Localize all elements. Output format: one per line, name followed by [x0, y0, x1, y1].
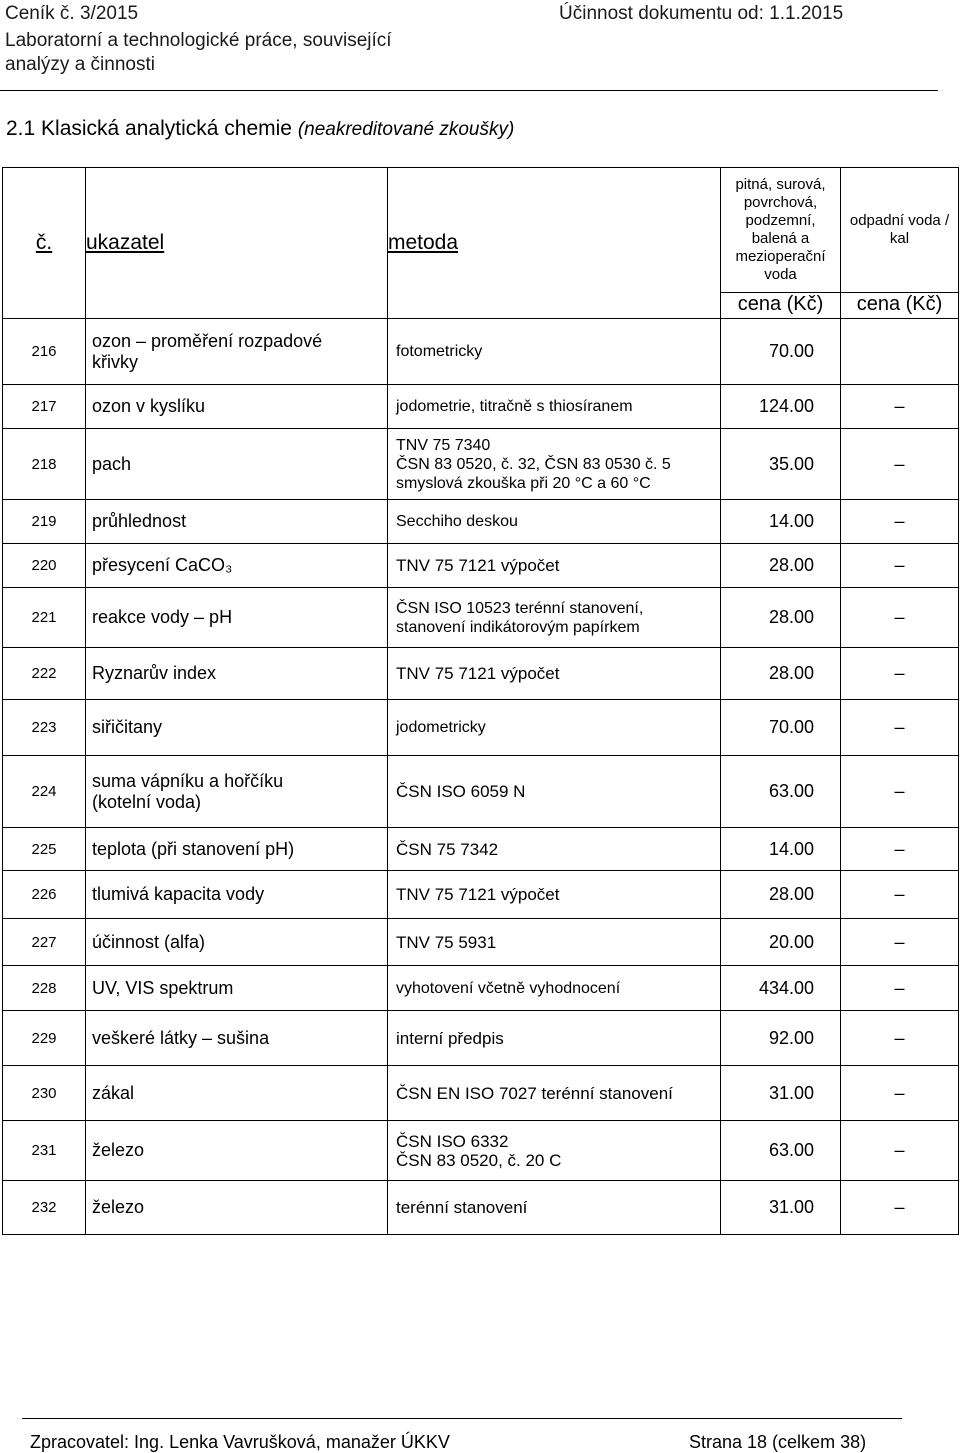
row-method [388, 500, 721, 544]
table-row [3, 429, 959, 500]
row-price-water: 31.00 [721, 1066, 841, 1121]
indicator-line: železo [92, 1140, 145, 1160]
pricelist-number: Ceník č. 3/2015 [5, 3, 139, 24]
method-line: jodometrie, titračně s thiosíranem [396, 398, 633, 415]
dash-mark: – [894, 396, 905, 416]
row-price-water: 434.00 [721, 966, 841, 1011]
table-row [3, 700, 959, 756]
footer-page-number: Strana 18 (celkem 38) [689, 1432, 867, 1452]
row-price-waste [841, 1011, 959, 1066]
row-indicator [86, 700, 388, 756]
row-price-waste [841, 500, 959, 544]
table-row [3, 1066, 959, 1121]
row-number: 220 [3, 544, 86, 588]
row-method [388, 1181, 721, 1235]
indicator-line: tlumivá kapacita vody [92, 884, 265, 904]
row-number: 232 [3, 1181, 86, 1235]
section-title: 2.1 Klasická analytická chemie [6, 117, 292, 140]
price-label-water: cena (Kč) [721, 293, 841, 319]
table-row [3, 919, 959, 966]
row-indicator [86, 1011, 388, 1066]
row-price-water: 70.00 [721, 700, 841, 756]
row-price-waste [841, 319, 959, 385]
row-price-water: 63.00 [721, 1121, 841, 1181]
dash-mark: – [894, 663, 905, 683]
table-row [3, 648, 959, 700]
column-header-waste-water [841, 168, 959, 293]
row-method [388, 319, 721, 385]
indicator-line: siřičitany [92, 717, 163, 737]
water-type-line: podzemní, [745, 212, 816, 229]
row-number: 225 [3, 828, 86, 871]
indicator-line: pach [92, 453, 132, 474]
row-price-water: 31.00 [721, 1181, 841, 1235]
row-price-water: 28.00 [721, 588, 841, 648]
row-number: 228 [3, 966, 86, 1011]
row-price-water: 28.00 [721, 871, 841, 919]
row-method [388, 700, 721, 756]
table-row [3, 756, 959, 828]
dash-mark: – [894, 884, 905, 904]
dash-mark: – [894, 453, 905, 474]
column-header-number: č. [3, 168, 86, 319]
row-price-waste [841, 756, 959, 828]
table-row [3, 544, 959, 588]
row-method [388, 871, 721, 919]
table-header-row [3, 168, 959, 293]
water-type-line: povrchová, [743, 194, 818, 211]
row-price-waste [841, 966, 959, 1011]
row-indicator [86, 1181, 388, 1235]
dash-mark: – [894, 977, 905, 998]
dash-mark: – [894, 607, 905, 627]
document-validity: Účinnost dokumentu od: 1.1.2015 [559, 3, 844, 24]
row-number: 222 [3, 648, 86, 700]
water-type-line: voda [764, 266, 797, 283]
footer-divider [22, 1418, 902, 1419]
row-price-water: 28.00 [721, 648, 841, 700]
row-number: 216 [3, 319, 86, 385]
method-line: TNV 75 7121 výpočet [396, 885, 560, 904]
price-table [2, 167, 959, 1235]
method-line: TNV 75 5931 [396, 932, 497, 952]
indicator-line: reakce vody – pH [92, 607, 233, 627]
table-row [3, 385, 959, 429]
table-row [3, 1121, 959, 1181]
method-line: Secchiho deskou [396, 513, 518, 530]
row-method [388, 756, 721, 828]
method-line: terénní stanovení [396, 1198, 528, 1217]
indicator-line: ozon v kyslíku [92, 396, 206, 416]
method-line: TNV 75 7340 [396, 436, 491, 454]
table-row [3, 588, 959, 648]
method-line: TNV 75 7121 výpočet [396, 664, 560, 683]
row-method [388, 828, 721, 871]
indicator-line: zákal [92, 1082, 135, 1103]
table-row [3, 1011, 959, 1066]
row-number: 231 [3, 1121, 86, 1181]
indicator-line: průhlednost [92, 511, 187, 531]
row-method [388, 588, 721, 648]
method-line: fotometricky [396, 343, 483, 360]
row-price-waste [841, 1066, 959, 1121]
row-price-waste [841, 919, 959, 966]
section-subtitle: (neakreditované zkoušky) [297, 119, 515, 140]
method-line: vyhotovení včetně vyhodnocení [396, 979, 621, 997]
method-line: stanovení indikátorovým papírkem [396, 618, 640, 636]
method-line: ČSN 83 0520, č. 32, ČSN 83 0530 č. 5 [396, 455, 671, 473]
method-line: smyslová zkouška při 20 °C a 60 °C [396, 474, 651, 492]
row-price-waste [841, 544, 959, 588]
row-price-waste [841, 700, 959, 756]
row-number: 217 [3, 385, 86, 429]
table-row [3, 319, 959, 385]
row-indicator [86, 756, 388, 828]
indicator-line: (kotelní voda) [92, 791, 202, 812]
row-price-water: 70.00 [721, 319, 841, 385]
column-header-indicator: ukazatel [86, 168, 388, 319]
method-line: TNV 75 7121 výpočet [396, 556, 560, 575]
water-type-line: balená a [751, 230, 810, 247]
indicator-line: Ryznarův index [92, 663, 217, 683]
indicator-line: teplota (při stanovení pH) [92, 838, 295, 859]
method-line: ČSN ISO 6332 [396, 1131, 509, 1151]
row-number: 219 [3, 500, 86, 544]
row-price-waste [841, 1121, 959, 1181]
section-heading [6, 117, 514, 141]
dash-mark: – [894, 931, 905, 952]
row-indicator [86, 588, 388, 648]
row-indicator [86, 871, 388, 919]
row-price-waste [841, 385, 959, 429]
row-price-water: 28.00 [721, 544, 841, 588]
water-type-line: mezioperační [735, 248, 826, 265]
row-price-water: 20.00 [721, 919, 841, 966]
dash-mark: – [894, 511, 905, 531]
column-header-water-type [721, 168, 841, 293]
row-method [388, 648, 721, 700]
row-method [388, 1121, 721, 1181]
row-indicator [86, 319, 388, 385]
row-method [388, 1011, 721, 1066]
row-indicator [86, 966, 388, 1011]
method-line: ČSN ISO 10523 terénní stanovení, [396, 599, 644, 617]
indicator-line: přesycení CaCO₃ [92, 555, 233, 575]
row-price-water: 92.00 [721, 1011, 841, 1066]
row-price-water: 63.00 [721, 756, 841, 828]
indicator-line: křivky [92, 351, 138, 372]
category-line-1: Laboratorní a technologické práce, související [5, 30, 392, 51]
category-line-2: analýzy a činnosti [5, 54, 155, 75]
row-indicator [86, 1066, 388, 1121]
row-method [388, 385, 721, 429]
table-row [3, 871, 959, 919]
row-number: 227 [3, 919, 86, 966]
dash-mark: – [894, 1197, 905, 1217]
row-price-waste [841, 871, 959, 919]
indicator-line: suma vápníku a hořčíku [92, 770, 284, 791]
method-line: ČSN 75 7342 [396, 839, 499, 859]
row-indicator [86, 919, 388, 966]
row-method [388, 919, 721, 966]
row-indicator [86, 648, 388, 700]
row-price-water: 124.00 [721, 385, 841, 429]
dash-mark: – [894, 717, 905, 737]
row-number: 223 [3, 700, 86, 756]
indicator-line: UV, VIS spektrum [92, 977, 234, 998]
row-price-water: 14.00 [721, 500, 841, 544]
dash-mark: – [894, 1082, 905, 1103]
row-number: 230 [3, 1066, 86, 1121]
row-number: 218 [3, 429, 86, 500]
footer-author: Zpracovatel: Ing. Lenka Vavrušková, manažer ÚKKV [30, 1432, 450, 1452]
header-divider [0, 90, 938, 91]
indicator-line: účinnost (alfa) [92, 931, 206, 952]
table-row [3, 828, 959, 871]
method-line: ČSN EN ISO 7027 terénní stanovení [396, 1083, 673, 1103]
indicator-line: železo [92, 1197, 145, 1217]
row-price-waste [841, 648, 959, 700]
dash-mark: – [894, 838, 905, 859]
row-method [388, 1066, 721, 1121]
row-price-water: 14.00 [721, 828, 841, 871]
indicator-line: ozon – proměření rozpadové [92, 330, 323, 351]
row-indicator [86, 500, 388, 544]
row-number: 221 [3, 588, 86, 648]
method-line: jodometricky [396, 719, 486, 736]
dash-mark: – [894, 781, 905, 801]
row-method [388, 966, 721, 1011]
row-price-waste [841, 429, 959, 500]
row-indicator [86, 828, 388, 871]
row-number: 226 [3, 871, 86, 919]
row-indicator [86, 429, 388, 500]
indicator-line: veškeré látky – sušina [92, 1027, 270, 1048]
column-header-method: metoda [388, 168, 721, 319]
dash-mark: – [894, 1140, 905, 1160]
waste-water-line: odpadní voda / [849, 212, 950, 229]
dash-mark: – [894, 1027, 905, 1048]
row-indicator [86, 1121, 388, 1181]
row-number: 224 [3, 756, 86, 828]
row-method [388, 429, 721, 500]
waste-water-line: kal [889, 230, 910, 247]
row-price-water: 35.00 [721, 429, 841, 500]
row-price-waste [841, 588, 959, 648]
water-type-line: pitná, surová, [735, 176, 826, 193]
method-line: ČSN 83 0520, č. 20 C [396, 1150, 562, 1170]
table-row [3, 500, 959, 544]
table-row [3, 1181, 959, 1235]
dash-mark: – [894, 555, 905, 575]
row-price-waste [841, 828, 959, 871]
row-method [388, 544, 721, 588]
row-indicator [86, 385, 388, 429]
method-line: ČSN ISO 6059 N [396, 782, 526, 801]
table-row [3, 966, 959, 1011]
row-price-waste [841, 1181, 959, 1235]
price-label-waste: cena (Kč) [841, 293, 959, 319]
row-number: 229 [3, 1011, 86, 1066]
method-line: interní předpis [396, 1028, 504, 1048]
row-indicator [86, 544, 388, 588]
